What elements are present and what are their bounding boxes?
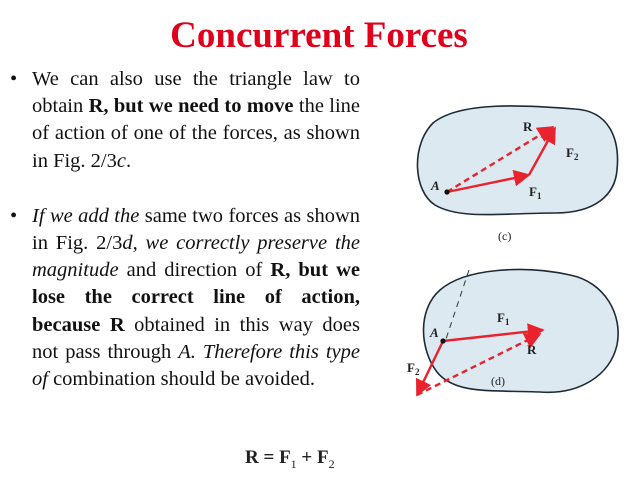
slide-title: Concurrent Forces [170, 15, 468, 56]
label-f1-c: $F_1$ [529, 184, 542, 201]
label-a-c: A [431, 178, 440, 193]
bullet-list [10, 66, 360, 393]
bullet-item [10, 66, 360, 175]
bullet-text-2: If we add the same two forces as shown in Fig. 2/3d, we correctly preserve the magnitude and direction of R, but we lose the correct line of action, because R obtained in this way does not pass through A. Therefore this type of combination should be avoided. [32, 204, 360, 391]
label-r-c: R [523, 119, 533, 134]
point-a-c [444, 189, 449, 194]
point-a-d [440, 338, 445, 343]
figure-c [405, 95, 630, 245]
caption-d: (d) [491, 374, 505, 388]
label-f1-d: $F_1$ [497, 310, 510, 327]
label-f2-c: $F_2$ [566, 145, 579, 162]
label-r-d: R [527, 342, 537, 357]
bullet-dot-icon: • [10, 204, 18, 227]
body-blob-d [424, 270, 619, 393]
label-a-d: A [430, 325, 439, 340]
bullet-dot-icon: • [10, 68, 18, 90]
figure-d [405, 260, 630, 420]
bullet-text-1: We can also use the triangle law to obtain R, but we need to move the line of action of one of the forces, as shown in Fig. 2/3c. [32, 68, 360, 172]
caption-c: (c) [498, 229, 512, 243]
resultant-equation: $R = F_1 + F_2$ [245, 447, 335, 471]
body-blob-c [417, 106, 617, 215]
label-f2-d: $F_2$ [407, 360, 420, 377]
figure-panel [405, 95, 630, 425]
bullet-item [10, 203, 360, 393]
